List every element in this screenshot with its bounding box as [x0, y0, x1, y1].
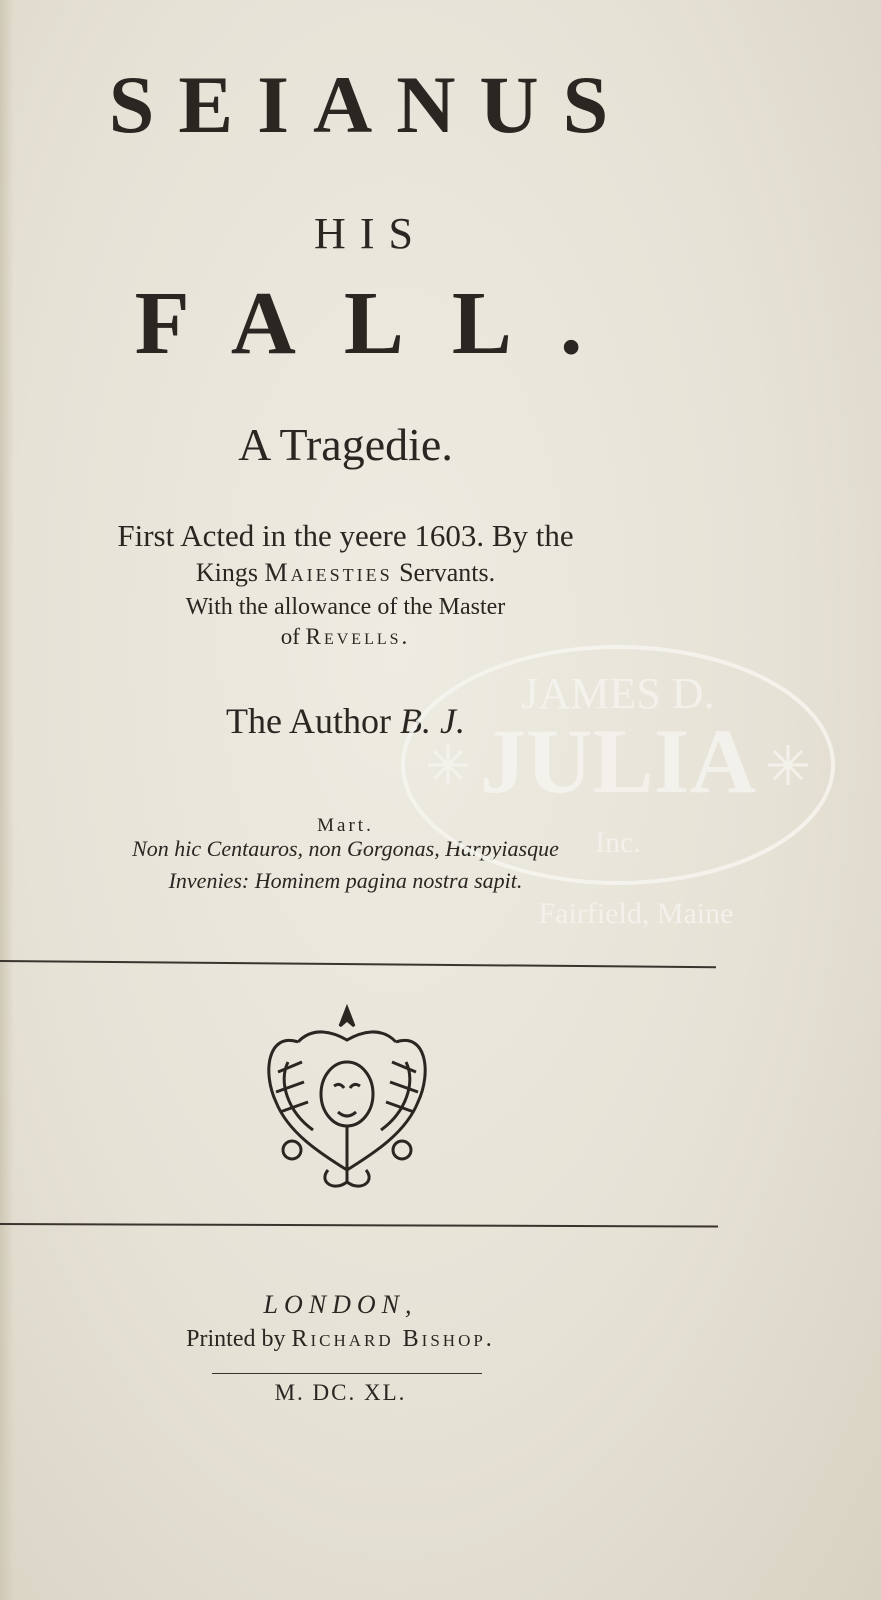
title-line-3: FALL.: [134, 274, 631, 373]
divider-rule-bottom: [0, 1223, 718, 1228]
watermark-line-4: Fairfield, Maine: [538, 897, 734, 930]
performance-line-4-smallcaps: Revells.: [305, 624, 411, 649]
performance-line-4-pre: of: [280, 624, 306, 649]
epigraph-line-1: Non hic Centauros, non Gorgonas, Harpyiasque: [132, 836, 559, 861]
auction-watermark: [398, 640, 838, 940]
author-initials: B. J.: [400, 701, 465, 741]
imprint-printer: [0, 1326, 781, 1353]
performance-line-2: [0, 558, 786, 588]
author-label: The Author: [226, 701, 400, 741]
performance-line-2-pre: Kings: [195, 558, 265, 587]
imprint-printer-name: Richard Bishop.: [291, 1326, 495, 1352]
epigraph-attribution: Mart.: [317, 815, 374, 836]
imprint-printer-pre: Printed by: [186, 1326, 292, 1352]
performance-line-1: First Acted in the yeere 1603. By the: [117, 518, 574, 553]
title-line-1: SEIANUS: [108, 59, 633, 150]
title-line-2: HIS: [314, 209, 427, 258]
imprint-year: M. DC. XL.: [274, 1380, 407, 1405]
epigraph-line-2: Invenies: Hominem pagina nostra sapit.: [168, 868, 523, 893]
performance-line-2-post: Servants.: [392, 558, 496, 587]
performance-line-3: With the allowance of the Master: [185, 594, 506, 620]
imprint-city: LONDON,: [263, 1290, 418, 1319]
imprint-rule: [212, 1373, 482, 1374]
watermark-star-left-icon: [428, 745, 468, 785]
divider-rule-top: [0, 960, 716, 968]
performance-line-2-smallcaps: Maiesties: [264, 558, 393, 587]
subtitle: A Tragedie.: [238, 419, 453, 470]
watermark-line-3: Inc.: [595, 826, 641, 859]
printers-ornament-icon: [258, 1002, 436, 1194]
watermark-star-right-icon: [768, 745, 808, 785]
watermark-line-1: JAMES D.: [521, 669, 715, 718]
watermark-line-2: JULIA: [479, 710, 757, 812]
